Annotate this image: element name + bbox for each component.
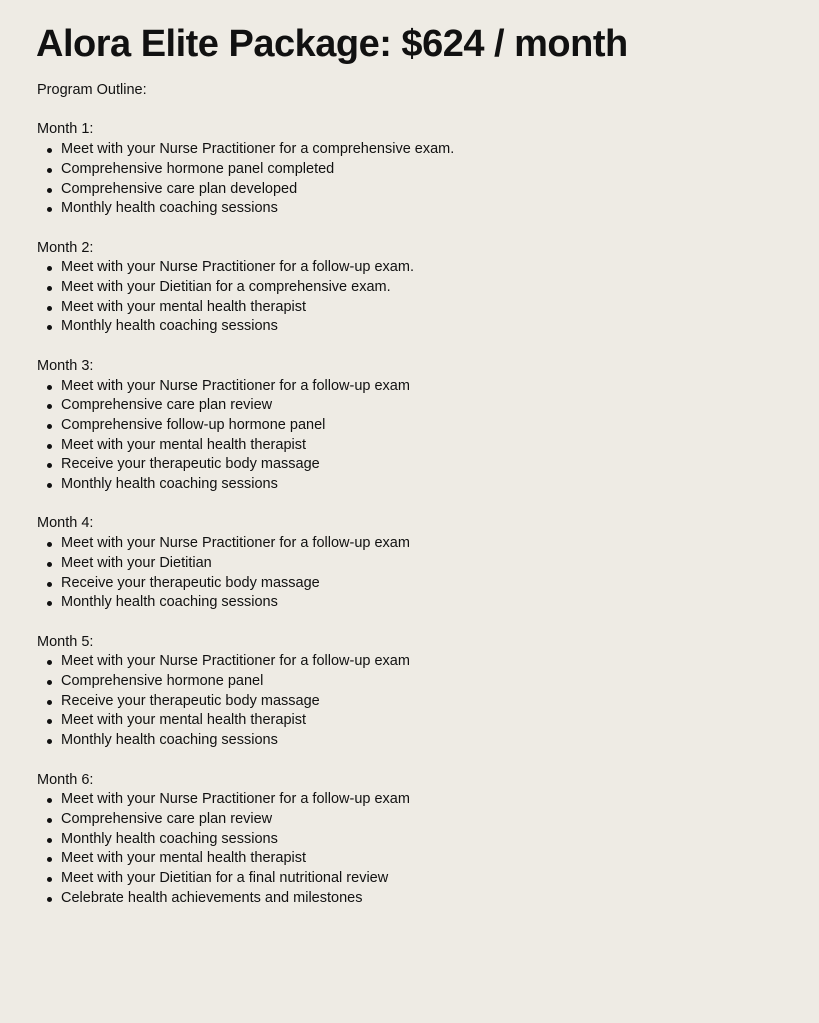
list-item: Comprehensive hormone panel bbox=[61, 672, 454, 692]
month-section bbox=[37, 239, 454, 338]
month-label: Month 5: bbox=[37, 633, 94, 650]
month-section bbox=[37, 357, 454, 495]
list-item: Monthly health coaching sessions bbox=[61, 830, 454, 850]
list-item: Monthly health coaching sessions bbox=[61, 317, 454, 337]
list-item: Comprehensive care plan review bbox=[61, 810, 454, 830]
list-item: Meet with your Nurse Practitioner for a follow-up exam bbox=[61, 377, 454, 397]
list-item: Monthly health coaching sessions bbox=[61, 199, 454, 219]
month-label: Month 4: bbox=[37, 515, 94, 532]
list-item: Meet with your mental health therapist bbox=[61, 436, 454, 456]
month-items bbox=[37, 652, 454, 751]
program-outline bbox=[37, 81, 454, 908]
outline-label: Program Outline: bbox=[37, 82, 147, 98]
list-item: Comprehensive care plan review bbox=[61, 396, 454, 416]
month-items bbox=[37, 140, 454, 219]
list-item: Monthly health coaching sessions bbox=[61, 593, 454, 613]
list-item: Receive your therapeutic body massage bbox=[61, 692, 454, 712]
list-item: Comprehensive hormone panel completed bbox=[61, 160, 454, 180]
month-label: Month 1: bbox=[37, 121, 94, 138]
month-items bbox=[37, 534, 454, 613]
list-item: Meet with your Nurse Practitioner for a follow-up exam bbox=[61, 790, 454, 810]
list-item: Comprehensive follow-up hormone panel bbox=[61, 416, 454, 436]
list-item: Meet with your Dietitian for a final nutritional review bbox=[61, 869, 454, 889]
month-section bbox=[37, 771, 454, 909]
list-item: Meet with your Nurse Practitioner for a follow-up exam bbox=[61, 652, 454, 672]
month-section bbox=[37, 633, 454, 751]
list-item: Comprehensive care plan developed bbox=[61, 180, 454, 200]
list-item: Meet with your mental health therapist bbox=[61, 849, 454, 869]
month-label: Month 2: bbox=[37, 239, 94, 256]
list-item: Meet with your Dietitian for a comprehensive exam. bbox=[61, 278, 454, 298]
month-items bbox=[37, 258, 454, 337]
month-label: Month 3: bbox=[37, 357, 94, 374]
list-item: Receive your therapeutic body massage bbox=[61, 574, 454, 594]
month-items bbox=[37, 377, 454, 495]
months-list bbox=[37, 120, 454, 908]
month-items bbox=[37, 790, 454, 908]
month-section bbox=[37, 120, 454, 219]
month-label: Month 6: bbox=[37, 771, 94, 788]
list-item: Meet with your mental health therapist bbox=[61, 298, 454, 318]
list-item: Receive your therapeutic body massage bbox=[61, 455, 454, 475]
list-item: Meet with your Nurse Practitioner for a follow-up exam bbox=[61, 534, 454, 554]
list-item: Celebrate health achievements and milestones bbox=[61, 889, 454, 909]
month-section bbox=[37, 514, 454, 613]
page-title: Alora Elite Package: $624 / month bbox=[36, 23, 628, 65]
list-item: Meet with your Nurse Practitioner for a follow-up exam. bbox=[61, 258, 454, 278]
list-item: Meet with your Dietitian bbox=[61, 554, 454, 574]
list-item: Monthly health coaching sessions bbox=[61, 475, 454, 495]
list-item: Meet with your mental health therapist bbox=[61, 711, 454, 731]
list-item: Meet with your Nurse Practitioner for a comprehensive exam. bbox=[61, 140, 454, 160]
list-item: Monthly health coaching sessions bbox=[61, 731, 454, 751]
